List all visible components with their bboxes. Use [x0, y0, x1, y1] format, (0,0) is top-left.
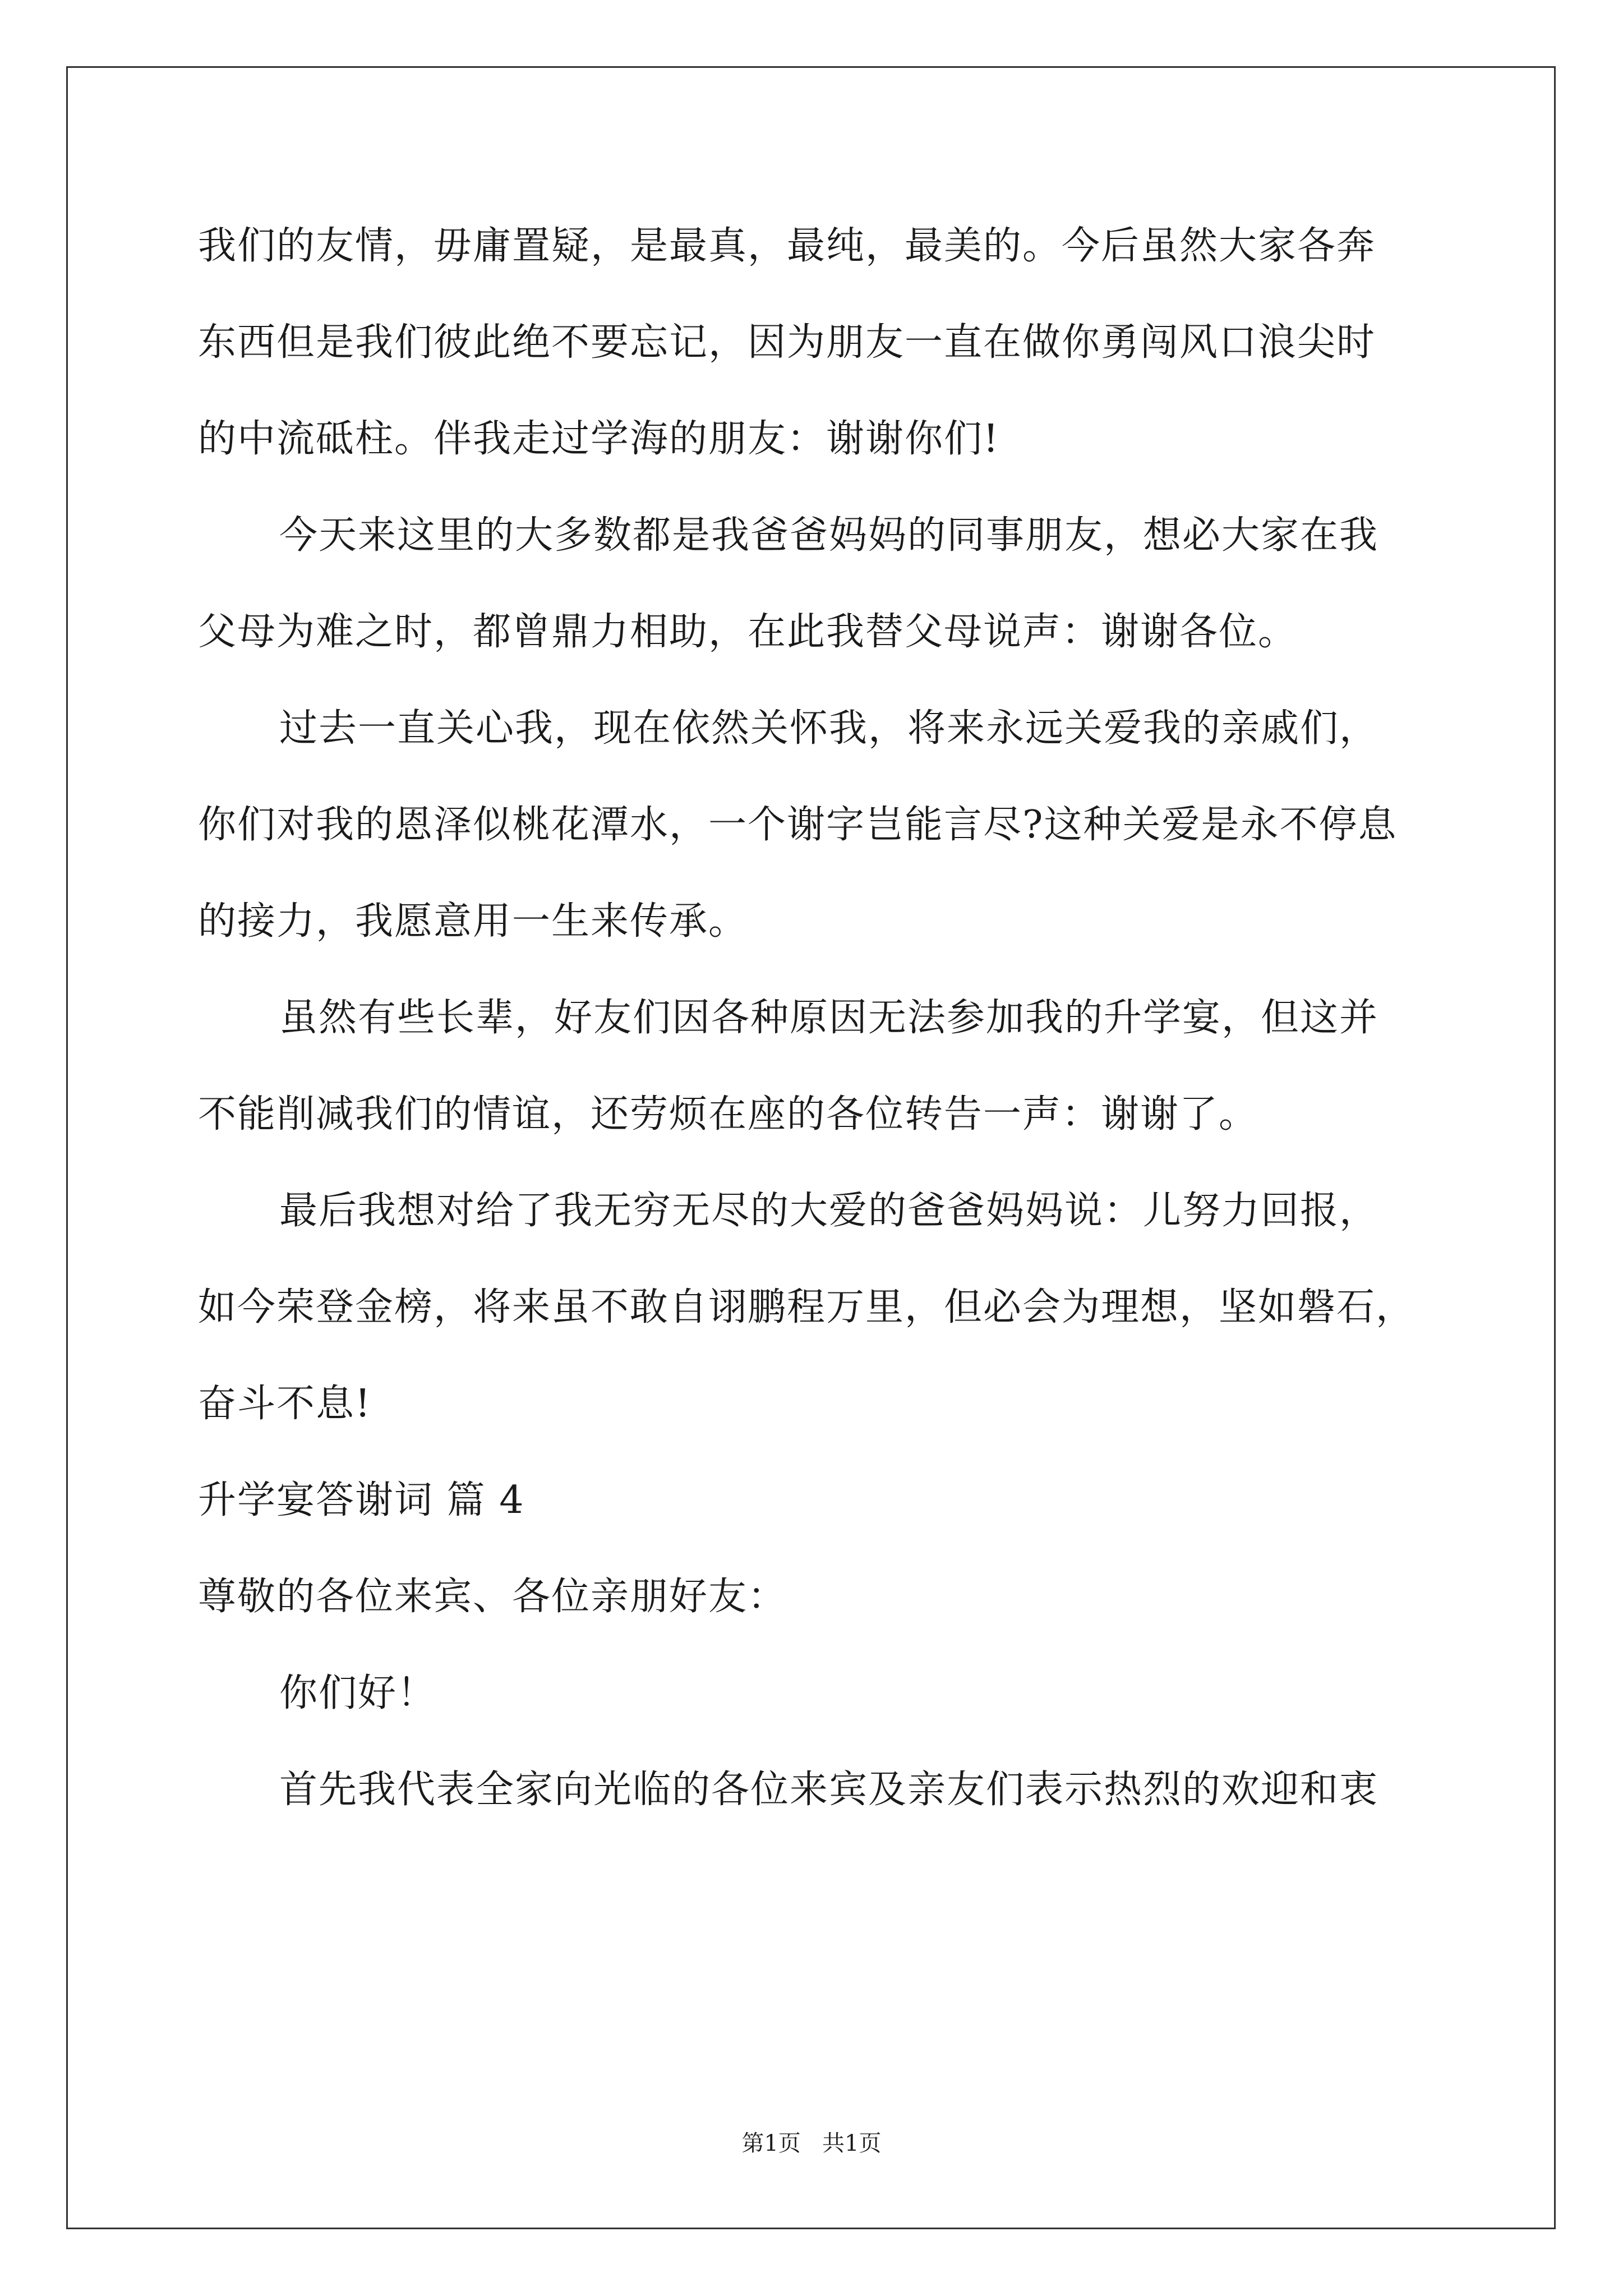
paragraph-line: 最后我想对给了我无穷无尽的大爱的爸爸妈妈说：儿努力回报， — [279, 1189, 1379, 1233]
paragraph-line: 你们对我的恩泽似桃花潭水，一个谢字岂能言尽?这种关爱是永不停息 — [198, 803, 1398, 847]
paragraph-line: 我们的友情，毋庸置疑，是最真，最纯，最美的。今后虽然大家各奔 — [198, 224, 1376, 268]
paragraph-line: 奋斗不息! — [198, 1382, 372, 1426]
paragraph-line: 不能削减我们的情谊，还劳烦在座的各位转告一声：谢谢了。 — [198, 1092, 1258, 1137]
paragraph-line: 今天来这里的大多数都是我爸爸妈妈的同事朋友，想必大家在我 — [279, 513, 1379, 558]
paragraph-line: 父母为难之时，都曾鼎力相助，在此我替父母说声：谢谢各位。 — [198, 610, 1298, 654]
section-heading: 升学宴答谢词 篇 4 — [198, 1478, 525, 1522]
paragraph-line: 的中流砥柱。伴我走过学海的朋友：谢谢你们! — [198, 417, 1000, 461]
page-footer: 第1页 共1页 — [741, 2131, 882, 2156]
salutation: 尊敬的各位来宾、各位亲朋好友： — [198, 1575, 787, 1619]
paragraph-line: 的接力，我愿意用一生来传承。 — [198, 899, 748, 944]
paragraph-line: 虽然有些长辈，好友们因各种原因无法参加我的升学宴，但这并 — [279, 996, 1379, 1040]
paragraph-line: 过去一直关心我，现在依然关怀我，将来永远关爱我的亲戚们， — [279, 706, 1379, 751]
paragraph-line: 首先我代表全家向光临的各位来宾及亲友们表示热烈的欢迎和衷 — [279, 1768, 1379, 1812]
greeting: 你们好！ — [279, 1671, 437, 1715]
page-border — [66, 66, 1556, 2229]
paragraph-line: 东西但是我们彼此绝不要忘记，因为朋友一直在做你勇闯风口浪尖时 — [198, 320, 1376, 365]
paragraph-line: 如今荣登金榜，将来虽不敢自诩鹏程万里，但必会为理想，坚如磐石， — [198, 1285, 1415, 1329]
